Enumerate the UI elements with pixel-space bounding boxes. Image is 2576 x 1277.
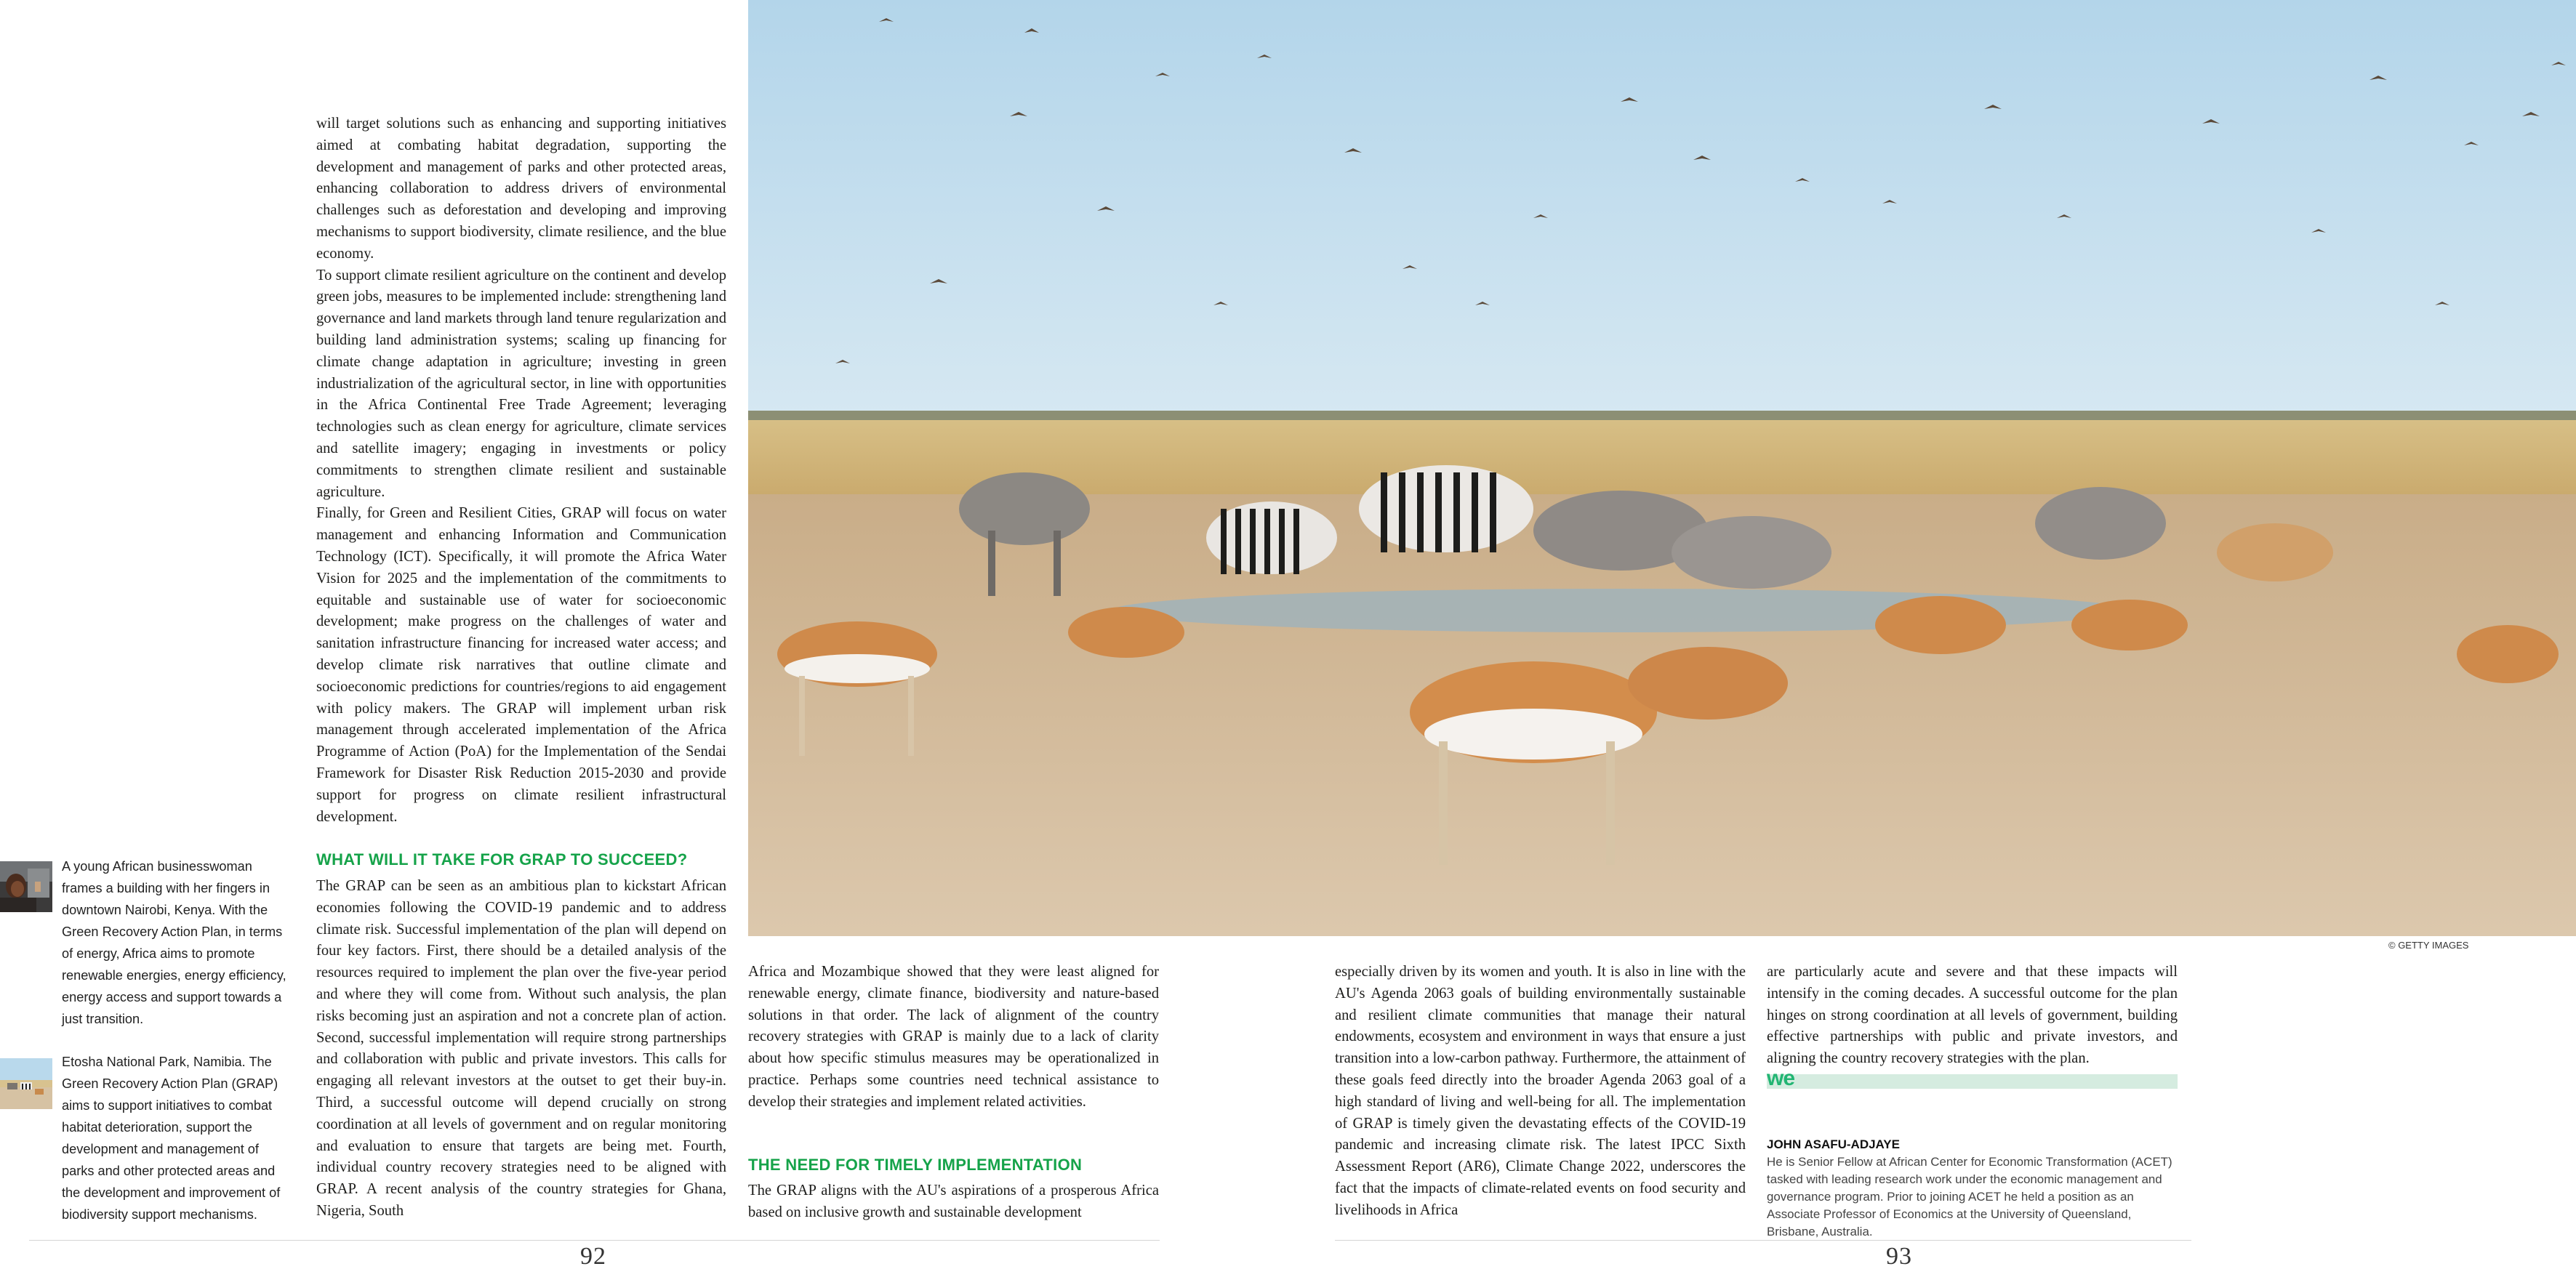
caption-thumbnail-etosha: [0, 1058, 52, 1109]
photo-credit: © GETTY IMAGES: [2388, 940, 2469, 951]
businesswoman-image: [0, 861, 52, 912]
footer-rule-left: [29, 1240, 1160, 1241]
body-column-1-top: [748, 962, 1159, 1113]
body-paragraph: To support climate resilient agriculture on the continent and develop green jobs, measures to be implemented include: strengthening land governance and land markets through land tenure regularization and building land administration systems; scaling up financing for climate change adaptation in agriculture; investing in green industrialization of the agricultural sector, in line with opportunities in the Africa Continental Free Trade Agreement; leveraging technologies such as clean energy for agriculture, climate services and satellite imagery; engaging in investments or policy commitments to strengthen climate resilient and sustainable agriculture.: [316, 267, 726, 500]
logo-bar: [1767, 1074, 2178, 1089]
body-paragraph: Africa and Mozambique showed that they were least aligned for renewable energy, climate finance, biodiversity and nature-based solutions in that order. The lack of alignment of the country recovery strategies with GRAP is mainly due to a lack of clarity about how specific stimulus measures may be operationalized in practice. Perhaps some countries need technical assistance to develop their strategies and implement related activities.: [748, 964, 1159, 1110]
caption-thumbnail-businesswoman: [0, 861, 52, 912]
section-heading: THE NEED FOR TIMELY IMPLEMENTATION: [748, 1156, 1083, 1174]
body-paragraph: especially driven by its women and youth. It is also in line with the AU's Agenda 2063 goals of building environmentally sustainable and resilient climate communities that manage their natural endowments, ecosystem and environment in ways that ensure a just transition into a low-carbon pathway. Furthermore, the attainment of these goals feed directly into the broader Agenda 2063 goal of a high standard of living and well-being for all. The implementation of GRAP is timely given the devastating effects of the COVID-19 pandemic and increasing climate risk. The latest IPCC Sixth Assessment Report (AR6), Climate Change 2022, underscores the fact that the impacts of climate-related events on food security and livelihoods in Africa: [1335, 964, 1746, 1218]
section-heading: WHAT WILL IT TAKE FOR GRAP TO SUCCEED?: [316, 850, 688, 869]
footer-rule-right: [1335, 1240, 2191, 1241]
body-column-1-bottom: [748, 1180, 1159, 1224]
page-number: 92: [580, 1243, 606, 1270]
body-column-2: [1335, 962, 1746, 1222]
body-paragraph: are particularly acute and severe and that these impacts will intensify in the coming decades. A successful outcome for the plan hinges on strong coordination at all levels of government, building effective partnerships with public and private investors, and aligning the country recovery strategies with the plan.: [1767, 964, 2178, 1067]
caption-etosha: Etosha National Park, Namibia. The Green Recovery Action Plan (GRAP) aims to support initiatives to combat habitat deterioration, support the development and management of parks and other protected areas and the development and improvement of biodiversity support mechanisms.: [62, 1055, 281, 1222]
waterhole-wildlife-image: [748, 0, 2576, 936]
etosha-image: [0, 1058, 52, 1109]
we-logo: we: [1767, 1066, 1795, 1090]
body-paragraph: Finally, for Green and Resilient Cities, GRAP will focus on water management and enhancing Information and Communication Technology (ICT). Specifically, it will promote the Africa Water Vision for 2025 and the implementation of the commitments to equitable and sustainable use of water for socioeconomic development; make progress on the challenges of water and sanitation infrastructure financing for increased water access; and develop climate risk narratives that outline climate and socioeconomic predictions for countries/regions to aid engagement with policy makers. The GRAP will implement urban risk management through accelerated implementation of the Africa Programme of Action (PoA) for the Implementation of the Sendai Framework for Disaster Risk Reduction 2015-2030 and provide support for progress on climate resilient infrastructural development.: [316, 505, 726, 825]
body-paragraph: The GRAP can be seen as an ambitious plan to kickstart African economies following the COVID-19 pandemic and to address climate risk. Successful implementation of the plan will depend on four key factors. First, there should be a detailed analysis of the resources required to implement the plan over the five-year period and where they will come from. Without such analysis, the plan risks becoming just an aspiration and not a concrete plan of action. Second, successful implementation will require strong partnerships and collaboration with public and private investors. This calls for engaging all relevant investors at the outset to get their buy-in. Third, a successful outcome will depend crucially on strong coordination at all levels of government and on regular monitoring and evaluation to ensure that targets are being met. Fourth, individual country recovery strategies need to be aligned with GRAP. A recent analysis of the country strategies for Ghana, Nigeria, South: [316, 878, 726, 1219]
author-name: JOHN ASAFU-ADJAYE: [1767, 1137, 1900, 1151]
waterhole-wildlife-photo: [748, 0, 2576, 936]
author-bio: He is Senior Fellow at African Center for Economic Transformation (ACET) tasked with leading research work under the economic management and governance program. Prior to joining ACET he held a position as an Associate Professor of Economics at the University of Queensland, Brisbane, Australia.: [1767, 1155, 2172, 1238]
page-number: 93: [1886, 1243, 1912, 1270]
body-column-bottom: [316, 876, 726, 1222]
body-paragraph: will target solutions such as enhancing and supporting initiatives aimed at combating habitat degradation, supporting the development and management of parks and other protected areas, enhancing collaboration to address drivers of environmental challenges such as deforestation and developing and improving mechanisms to support biodiversity, climate resilience, and the blue economy.: [316, 116, 726, 262]
body-column-3: [1767, 962, 2178, 1070]
body-column-top: [316, 113, 726, 828]
caption-businesswoman: A young African businesswoman frames a building with her fingers in downtown Nairobi, Kenya. With the Green Recovery Action Plan, in terms of energy, Africa aims to promote renewable energies, energy efficiency, energy access and support towards a just transition.: [62, 859, 286, 1026]
body-paragraph: The GRAP aligns with the AU's aspirations of a prosperous Africa based on inclusive growth and sustainable development: [748, 1183, 1159, 1220]
